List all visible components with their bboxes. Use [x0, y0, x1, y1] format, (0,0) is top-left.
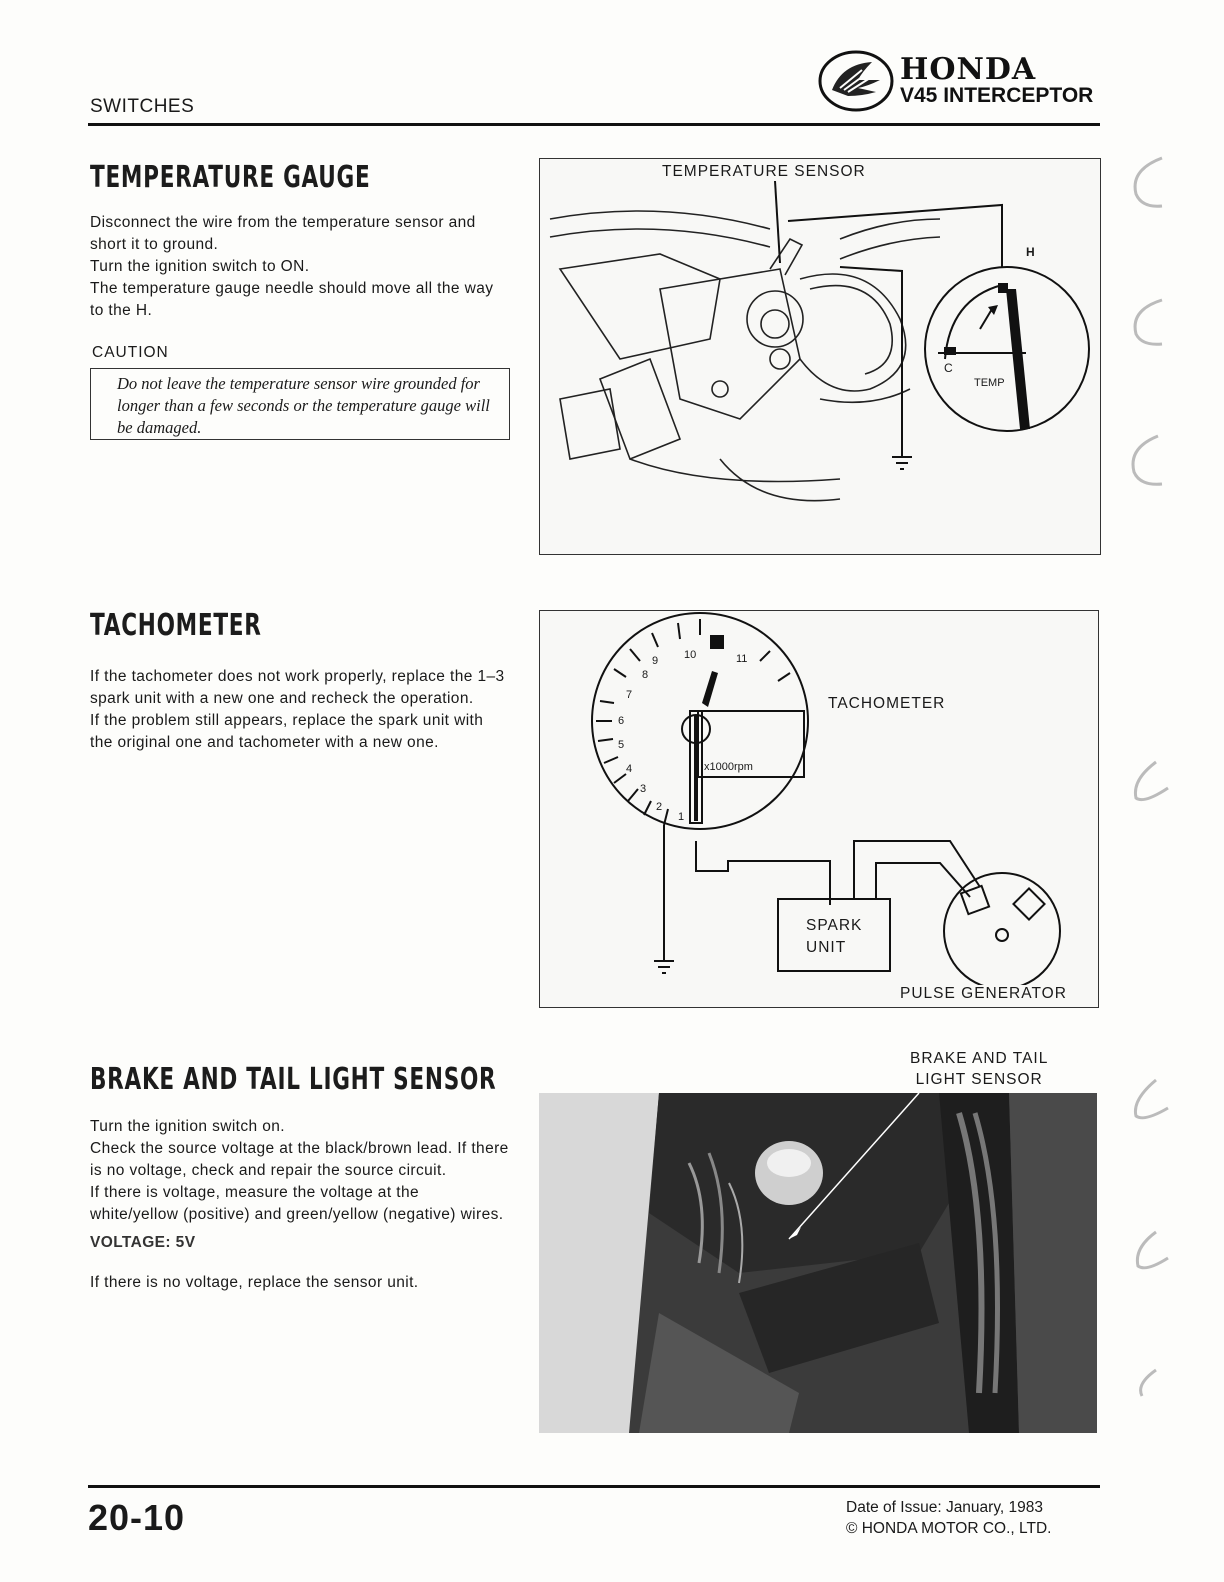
pulse-generator-circle — [944, 873, 1060, 989]
spark-unit-label — [806, 915, 862, 959]
honda-logo — [818, 50, 1108, 112]
engine-drawing — [540, 159, 1100, 554]
tachometer-heading: TACHOMETER — [90, 608, 262, 643]
tach-number-4: 4 — [626, 763, 633, 775]
tach-number-8: 8 — [642, 669, 649, 681]
brake-sensor-paragraph: If there is voltage, measure the voltage at the white/yellow (positive) and green/yellow (negative) wires. — [90, 1184, 504, 1223]
brake-sensor-photo-drawing — [539, 1093, 1097, 1433]
gauge-hot-mark: H — [1026, 245, 1035, 259]
spark-unit-line1: SPARK — [806, 917, 863, 934]
spark-unit-line2: UNIT — [806, 939, 847, 956]
temperature-gauge-heading: TEMPERATURE GAUGE — [90, 160, 371, 195]
brake-sensor-text — [90, 1116, 510, 1294]
caution-box — [90, 368, 510, 440]
brake-sensor-label-line1: BRAKE AND TAIL — [910, 1050, 1049, 1067]
tach-number-9: 9 — [652, 655, 659, 667]
temperature-sensor-label: TEMPERATURE SENSOR — [662, 163, 866, 180]
tachometer-paragraph: If the problem still appears, replace the spark unit with the original one and tachometer with a new one. — [90, 712, 484, 751]
model-name: V45 INTERCEPTOR — [900, 84, 1094, 107]
tach-number-10: 10 — [684, 649, 697, 661]
gauge-cold-mark: C — [944, 361, 953, 375]
tachometer-text — [90, 666, 510, 754]
voltage-spec: VOLTAGE: 5V — [90, 1234, 196, 1251]
copyright: © HONDA MOTOR CO., LTD. — [846, 1520, 1052, 1537]
tach-unit-label: x1000rpm — [704, 761, 753, 773]
tach-number-1: 1 — [678, 811, 685, 823]
page-number: 20-10 — [88, 1497, 186, 1538]
temperature-sensor-figure — [539, 158, 1101, 555]
brake-sensor-section — [90, 1062, 654, 1097]
temperature-gauge-paragraph: Disconnect the wire from the temperature sensor and short it to ground. — [90, 214, 476, 253]
section-label: SWITCHES — [90, 96, 195, 117]
header-rule — [88, 123, 1100, 126]
tach-number-5: 5 — [618, 739, 625, 751]
pulse-generator-label: PULSE GENERATOR — [900, 985, 1067, 1002]
tachometer-label: TACHOMETER — [828, 695, 946, 712]
honda-wing-emblem-icon — [818, 50, 894, 112]
tachometer-dial — [592, 613, 808, 829]
temperature-gauge-text — [90, 212, 510, 322]
temperature-gauge-section — [90, 160, 480, 195]
brake-sensor-photo — [539, 1093, 1097, 1433]
tachometer-figure — [539, 610, 1099, 1008]
binder-rings-icon — [1122, 150, 1202, 1400]
tach-number-2: 2 — [656, 801, 663, 813]
brake-sensor-heading: BRAKE AND TAIL LIGHT SENSOR — [90, 1062, 497, 1097]
tach-number-7: 7 — [626, 689, 633, 701]
temperature-gauge-paragraph: The temperature gauge needle should move all the way to the H. — [90, 280, 494, 319]
temperature-gauge-paragraph: Turn the ignition switch to ON. — [90, 258, 310, 275]
footer-rule — [88, 1485, 1100, 1488]
tach-number-3: 3 — [640, 783, 647, 795]
brake-sensor-figure-label — [910, 1048, 1048, 1090]
caution-label: CAUTION — [92, 344, 169, 361]
brake-sensor-paragraph: Check the source voltage at the black/brown lead. If there is no voltage, check and repair the source circuit. — [90, 1140, 509, 1179]
tachometer-paragraph: If the tachometer does not work properly, replace the 1–3 spark unit with a new one and recheck the operation. — [90, 668, 505, 707]
brand-name: HONDA — [900, 52, 1037, 87]
tachometer-section — [90, 608, 328, 643]
caution-text: Do not leave the temperature sensor wire grounded for longer than a few seconds or the temperature gauge will be damaged. — [117, 374, 490, 437]
brake-sensor-paragraph: Turn the ignition switch on. — [90, 1118, 285, 1135]
brake-sensor-final-note: If there is no voltage, replace the sensor unit. — [90, 1274, 419, 1291]
tach-number-6: 6 — [618, 715, 625, 727]
gauge-name: TEMP — [974, 377, 1005, 389]
date-of-issue: Date of Issue: January, 1983 — [846, 1499, 1044, 1516]
brake-sensor-label-line2: LIGHT SENSOR — [915, 1071, 1043, 1088]
footer-info — [846, 1497, 1051, 1539]
tach-number-11: 11 — [736, 653, 748, 665]
